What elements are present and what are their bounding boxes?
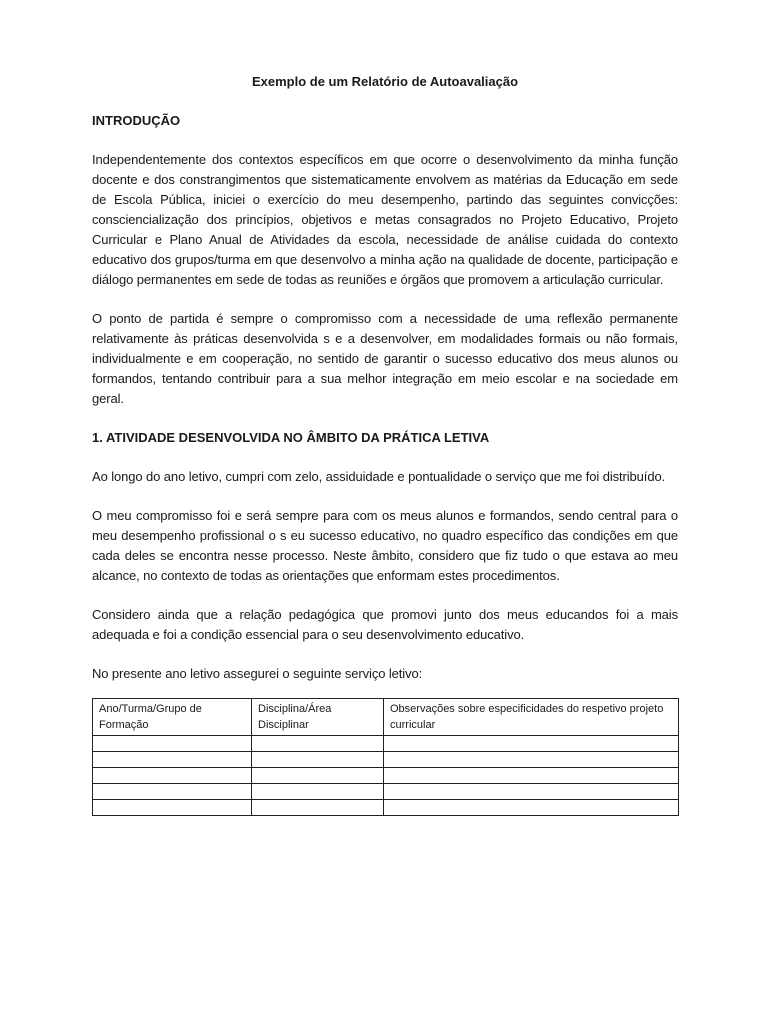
section-1-paragraph-2: O meu compromisso foi e será sempre para com os meus alunos e formandos, sendo central para o meu desempenho profissional o s eu sucesso educativo, no quadro específico das condições em que cada deles se encontra nesse processo. Neste âmbito, considero que fiz tudo o que estava ao meu alcance, no contexto de todas as orientações que enformam estes procedimentos. xyxy=(92,508,678,583)
table-cell xyxy=(252,800,384,816)
table-row xyxy=(93,736,679,752)
table-cell xyxy=(384,752,679,768)
table-row xyxy=(93,768,679,784)
table-row xyxy=(93,752,679,768)
table-cell xyxy=(93,800,252,816)
table-cell xyxy=(93,752,252,768)
intro-paragraph-1: Independentemente dos contextos específicos em que ocorre o desenvolvimento da minha função docente e dos constrangimentos que sistematicamente envolvem as matérias da Educação em sede de Escola Pública, iniciei o exercício do meu desempenho, partindo das seguintes convicções: consciencialização dos princípios, objetivos e metas consagrados no Projeto Educativo, Projeto Curricular e Plano Anual de Atividades da escola, necessidade de análise cuidada do contexto educativo dos grupos/turma em que desenvolvo a minha ação na qualidade de docente, participação e diálogo permanentes em sede de todas as reuniões e órgãos que promovem a articulação curricular. xyxy=(92,152,678,287)
table-cell xyxy=(252,736,384,752)
table-cell xyxy=(93,768,252,784)
table-row xyxy=(93,784,679,800)
table-header-cell: Observações sobre especificidades do respetivo projeto curricular xyxy=(384,699,679,736)
table-header-row xyxy=(93,699,679,736)
table-cell xyxy=(93,784,252,800)
table-cell xyxy=(252,768,384,784)
table-row xyxy=(93,800,679,816)
section-1-paragraph-1: Ao longo do ano letivo, cumpri com zelo, assiduidade e pontualidade o serviço que me foi distribuído. xyxy=(92,469,666,484)
section-1-heading: 1. ATIVIDADE DESENVOLVIDA NO ÂMBITO DA PRÁTICA LETIVA xyxy=(92,430,490,445)
section-1-paragraph-4: No presente ano letivo assegurei o seguinte serviço letivo: xyxy=(92,666,423,681)
table-cell xyxy=(252,784,384,800)
table-header-cell: Disciplina/Área Disciplinar xyxy=(252,699,384,736)
table-cell xyxy=(93,736,252,752)
service-table xyxy=(92,698,679,816)
document-title: Exemplo de um Relatório de Autoavaliação xyxy=(251,74,519,89)
table-cell xyxy=(384,736,679,752)
intro-paragraph-2: O ponto de partida é sempre o compromisso com a necessidade de uma reflexão permanente relativamente às práticas desenvolvida s e a desenvolver, em modalidades formais ou não formais, individualmente e em cooperação, no sentido de garantir o sucesso educativo dos meus alunos ou formandos, tentando contribuir para a sua melhor integração em meio escolar e na sociedade em geral. xyxy=(92,311,678,406)
table-header-cell: Ano/Turma/Grupo de Formação xyxy=(93,699,252,736)
table-cell xyxy=(252,752,384,768)
table-cell xyxy=(384,800,679,816)
document-body xyxy=(92,72,678,816)
intro-heading: INTRODUÇÃO xyxy=(92,113,181,128)
table-cell xyxy=(384,768,679,784)
table-cell xyxy=(384,784,679,800)
section-1-paragraph-3: Considero ainda que a relação pedagógica que promovi junto dos meus educandos foi a mais adequada e foi a condição essencial para o seu desenvolvimento educativo. xyxy=(92,607,678,642)
